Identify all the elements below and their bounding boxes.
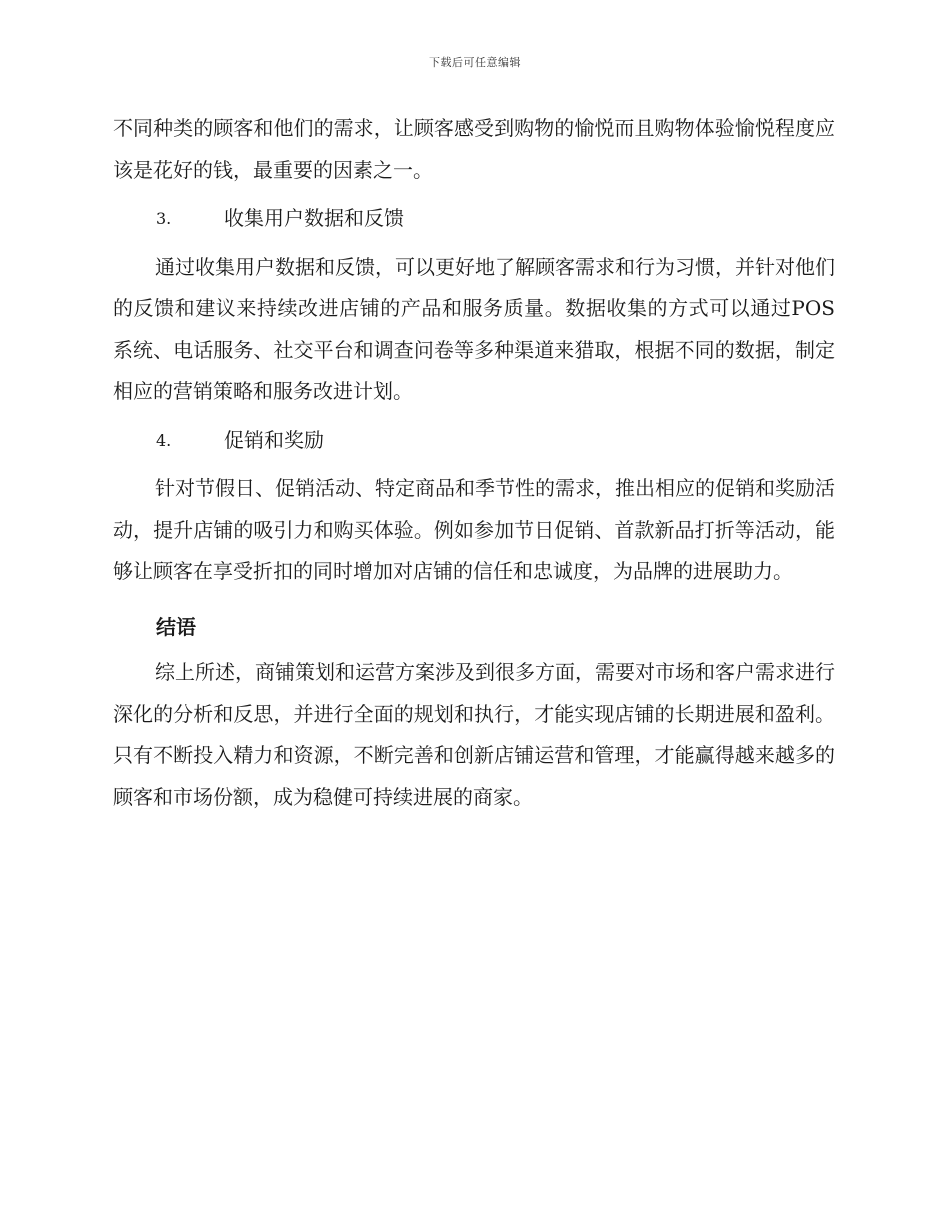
- section-heading-conclusion: 结语: [156, 614, 196, 639]
- list-title: 收集用户数据和反馈: [224, 206, 404, 230]
- list-item-heading-4: [113, 420, 835, 462]
- paragraph-promotion: 针对节假日、促销活动、特定商品和季节性的需求，推出相应的促销和奖励活动，提升店铺的吸引力和购买体验。例如参加节日促销、首款新品打折等活动，能够让顾客在享受折扣的同时增加对店铺的信任和忠诚度，为品牌的进展助力。: [113, 476, 835, 583]
- page-header: 下载后可任意编辑: [429, 56, 521, 69]
- list-title: 促销和奖励: [224, 427, 324, 452]
- paragraph-continuation: 不同种类的顾客和他们的需求，让顾客感受到购物的愉悦而且购物体验愉悦程度应该是花好的钱，最重要的因素之一。: [113, 116, 835, 182]
- list-item-heading-3: [113, 198, 835, 240]
- paragraph-conclusion: 综上所述，商铺策划和运营方案涉及到很多方面，需要对市场和客户需求进行深化的分析和反思，并进行全面的规划和执行，才能实现店铺的长期进展和盈利。只有不断投入精力和资源，不断完善和创新店铺运营和管理，才能赢得越来越多的顾客和市场份额，成为稳健可持续进展的商家。: [113, 660, 835, 809]
- document-body: [113, 108, 835, 818]
- list-number: 4.: [156, 430, 172, 450]
- paragraph-data-feedback: 通过收集用户数据和反馈，可以更好地了解顾客需求和行为习惯，并针对他们的反馈和建议来持续改进店铺的产品和服务质量。数据收集的方式可以通过POS系统、电话服务、社交平台和调查问卷等多种渠道来猎取，根据不同的数据，制定相应的营销策略和服务改进计划。: [113, 254, 835, 403]
- list-number: 3.: [156, 209, 172, 228]
